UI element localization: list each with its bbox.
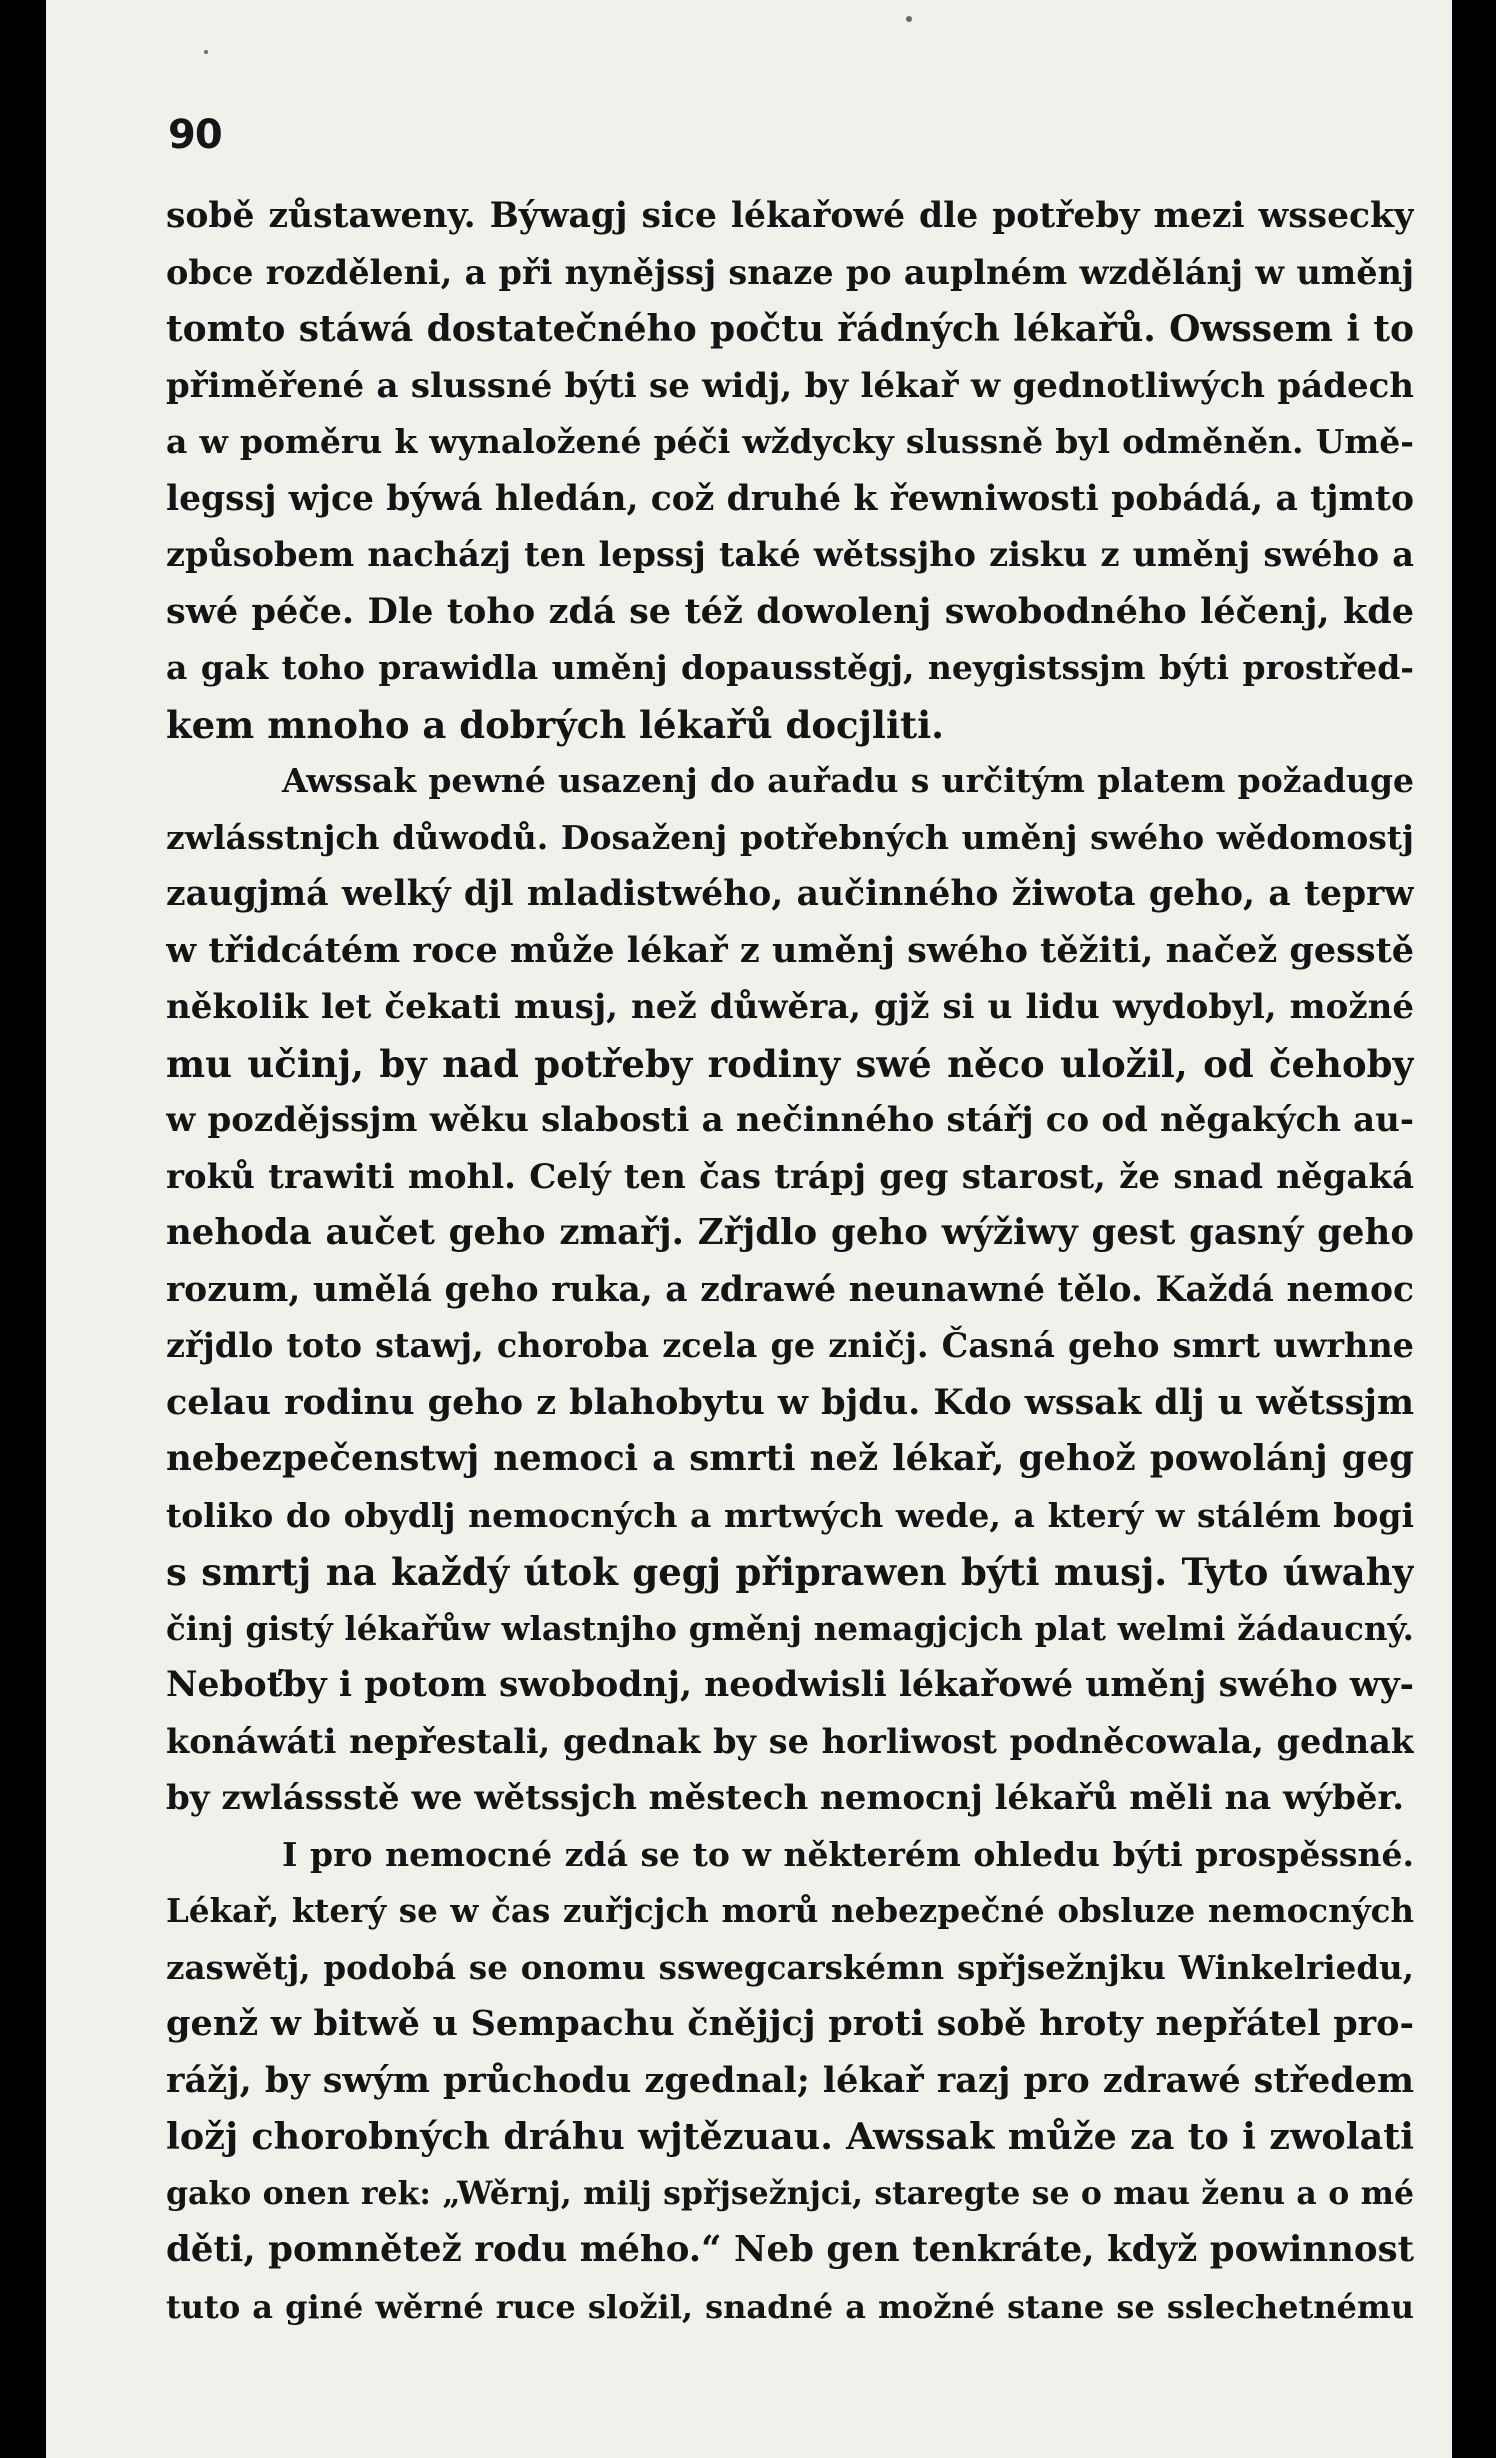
text-line: způsobem nacházj ten lepssj také wětssjho zisku z uměnj swého a <box>166 535 1414 574</box>
text-line: toliko do obydlj nemocných a mrtwých wede, a který w stálém bogi <box>166 1495 1414 1535</box>
text-line: by zwlássstě we wětssjch městech nemocnj lékařů měli na wýběr. <box>166 1778 1405 1818</box>
text-line: obce rozděleni, a při nynějssj snaze po auplném wzdělánj w uměnj <box>166 252 1414 292</box>
text-line: celau rodinu geho z blahobytu w bjdu. Kdo wssak dlj u wětssjm <box>166 1381 1414 1423</box>
text-line: ložj chorobných dráhu wjtězuau. Awssak může za to i zwolati <box>166 2115 1414 2158</box>
paper-speck <box>906 16 912 22</box>
page-number: 90 <box>168 112 222 158</box>
text-line: mu učinj, by nad potřeby rodiny swé něco uložil, od čehoby <box>166 1041 1414 1086</box>
text-line: s smrtj na každý útok gegj připrawen býti musj. Tyto úwahy <box>166 1550 1414 1594</box>
text-line: zwlásstnjch důwodů. Dosaženj potřebných uměnj swého wědomostj <box>166 817 1414 857</box>
text-line: tuto a giné wěrné ruce složil, snadné a možné stane se sslechetnému <box>166 2287 1414 2326</box>
text-line: konáwáti nepřestali, gednak by se horliwost podněcowala, gednak <box>166 1721 1414 1761</box>
text-line: několik let čekati musj, než důwěra, gjž si u lidu wydobyl, možné <box>166 987 1414 1027</box>
text-line: zaswětj, podobá se onomu sswegcarskémn spřjsežnjku Winkelriedu, <box>166 1947 1414 1987</box>
text-line: kem mnoho a dobrých lékařů docjliti. <box>166 702 945 747</box>
text-line: děti, pomnětež rodu mého.“ Neb gen tenkráte, když powinnost <box>166 2229 1414 2270</box>
text-line: I pro nemocné zdá se to w některém ohledu býti prospěssné. <box>282 1834 1414 1874</box>
book-page <box>46 0 1452 2458</box>
text-line: w pozdějssjm wěku slabosti a nečinného stářj co od něgakých au- <box>166 1100 1414 1140</box>
text-line: nehoda aučet geho zmařj. Zřjdlo geho wýžiwy gest gasný geho <box>166 1212 1414 1253</box>
text-line: Lékař, který se w čas zuřjcjch morů nebezpečné obsluze nemocných <box>166 1891 1414 1930</box>
text-line: zaugjmá welký djl mladistwého, aučinného žiwota geho, a teprw <box>166 874 1414 914</box>
body-text <box>166 188 1414 2335</box>
text-line: tomto stáwá dostatečného počtu řádných lékařů. Owssem i to <box>166 308 1414 350</box>
text-line: roků trawiti mohl. Celý ten čas trápj geg starost, že snad něgaká <box>166 1156 1414 1197</box>
text-line: zřjdlo toto stawj, choroba zcela ge zničj. Časná geho smrt uwrhne <box>166 1326 1414 1365</box>
paper-speck <box>204 50 208 54</box>
text-line: rážj, by swým průchodu zgednal; lékař razj pro zdrawé středem <box>166 2059 1414 2101</box>
text-line: Neboťby i potom swobodnj, neodwisli lékařowé uměnj swého wy- <box>166 1665 1414 1705</box>
text-line: legssj wjce býwá hledán, což druhé k řewniwosti pobádá, a tjmto <box>166 478 1414 519</box>
text-line: Awssak pewné usazenj do auřadu s určitým platem požaduge <box>282 761 1414 800</box>
text-line: přiměřené a slussné býti se widj, by lékař w gednotliwých pádech <box>166 365 1414 406</box>
text-line: a w poměru k wynaložené péči wždycky slussně byl odměněn. Umě- <box>166 422 1414 461</box>
text-line: nebezpečenstwj nemoci a smrti než lékař, gehož powolánj geg <box>166 1438 1414 1479</box>
text-line: a gak toho prawidla uměnj dopausstěgj, neygistssjm býti prostřed- <box>166 648 1414 687</box>
text-line: swé péče. Dle toho zdá se též dowolenj swobodného léčenj, kde <box>166 590 1414 632</box>
text-line: činj gistý lékařůw wlastnjho gměnj nemagjcjch plat welmi žádaucný. <box>166 1608 1414 1648</box>
text-line: gako onen rek: „Wěrnj, milj spřjsežnjci, staregte se o mau ženu a o mé <box>166 2174 1414 2212</box>
text-line: w třidcátém roce může lékař z uměnj swého těžiti, načež gesstě <box>166 929 1414 971</box>
text-line: sobě zůstaweny. Býwagj sice lékařowé dle potřeby mezi wssecky <box>166 196 1414 236</box>
text-line: rozum, umělá geho ruka, a zdrawé neunawné tělo. Každá nemoc <box>166 1269 1414 1310</box>
text-line: genž w bitwě u Sempachu čnějjcj proti sobě hroty nepřátel pro- <box>166 2003 1414 2044</box>
